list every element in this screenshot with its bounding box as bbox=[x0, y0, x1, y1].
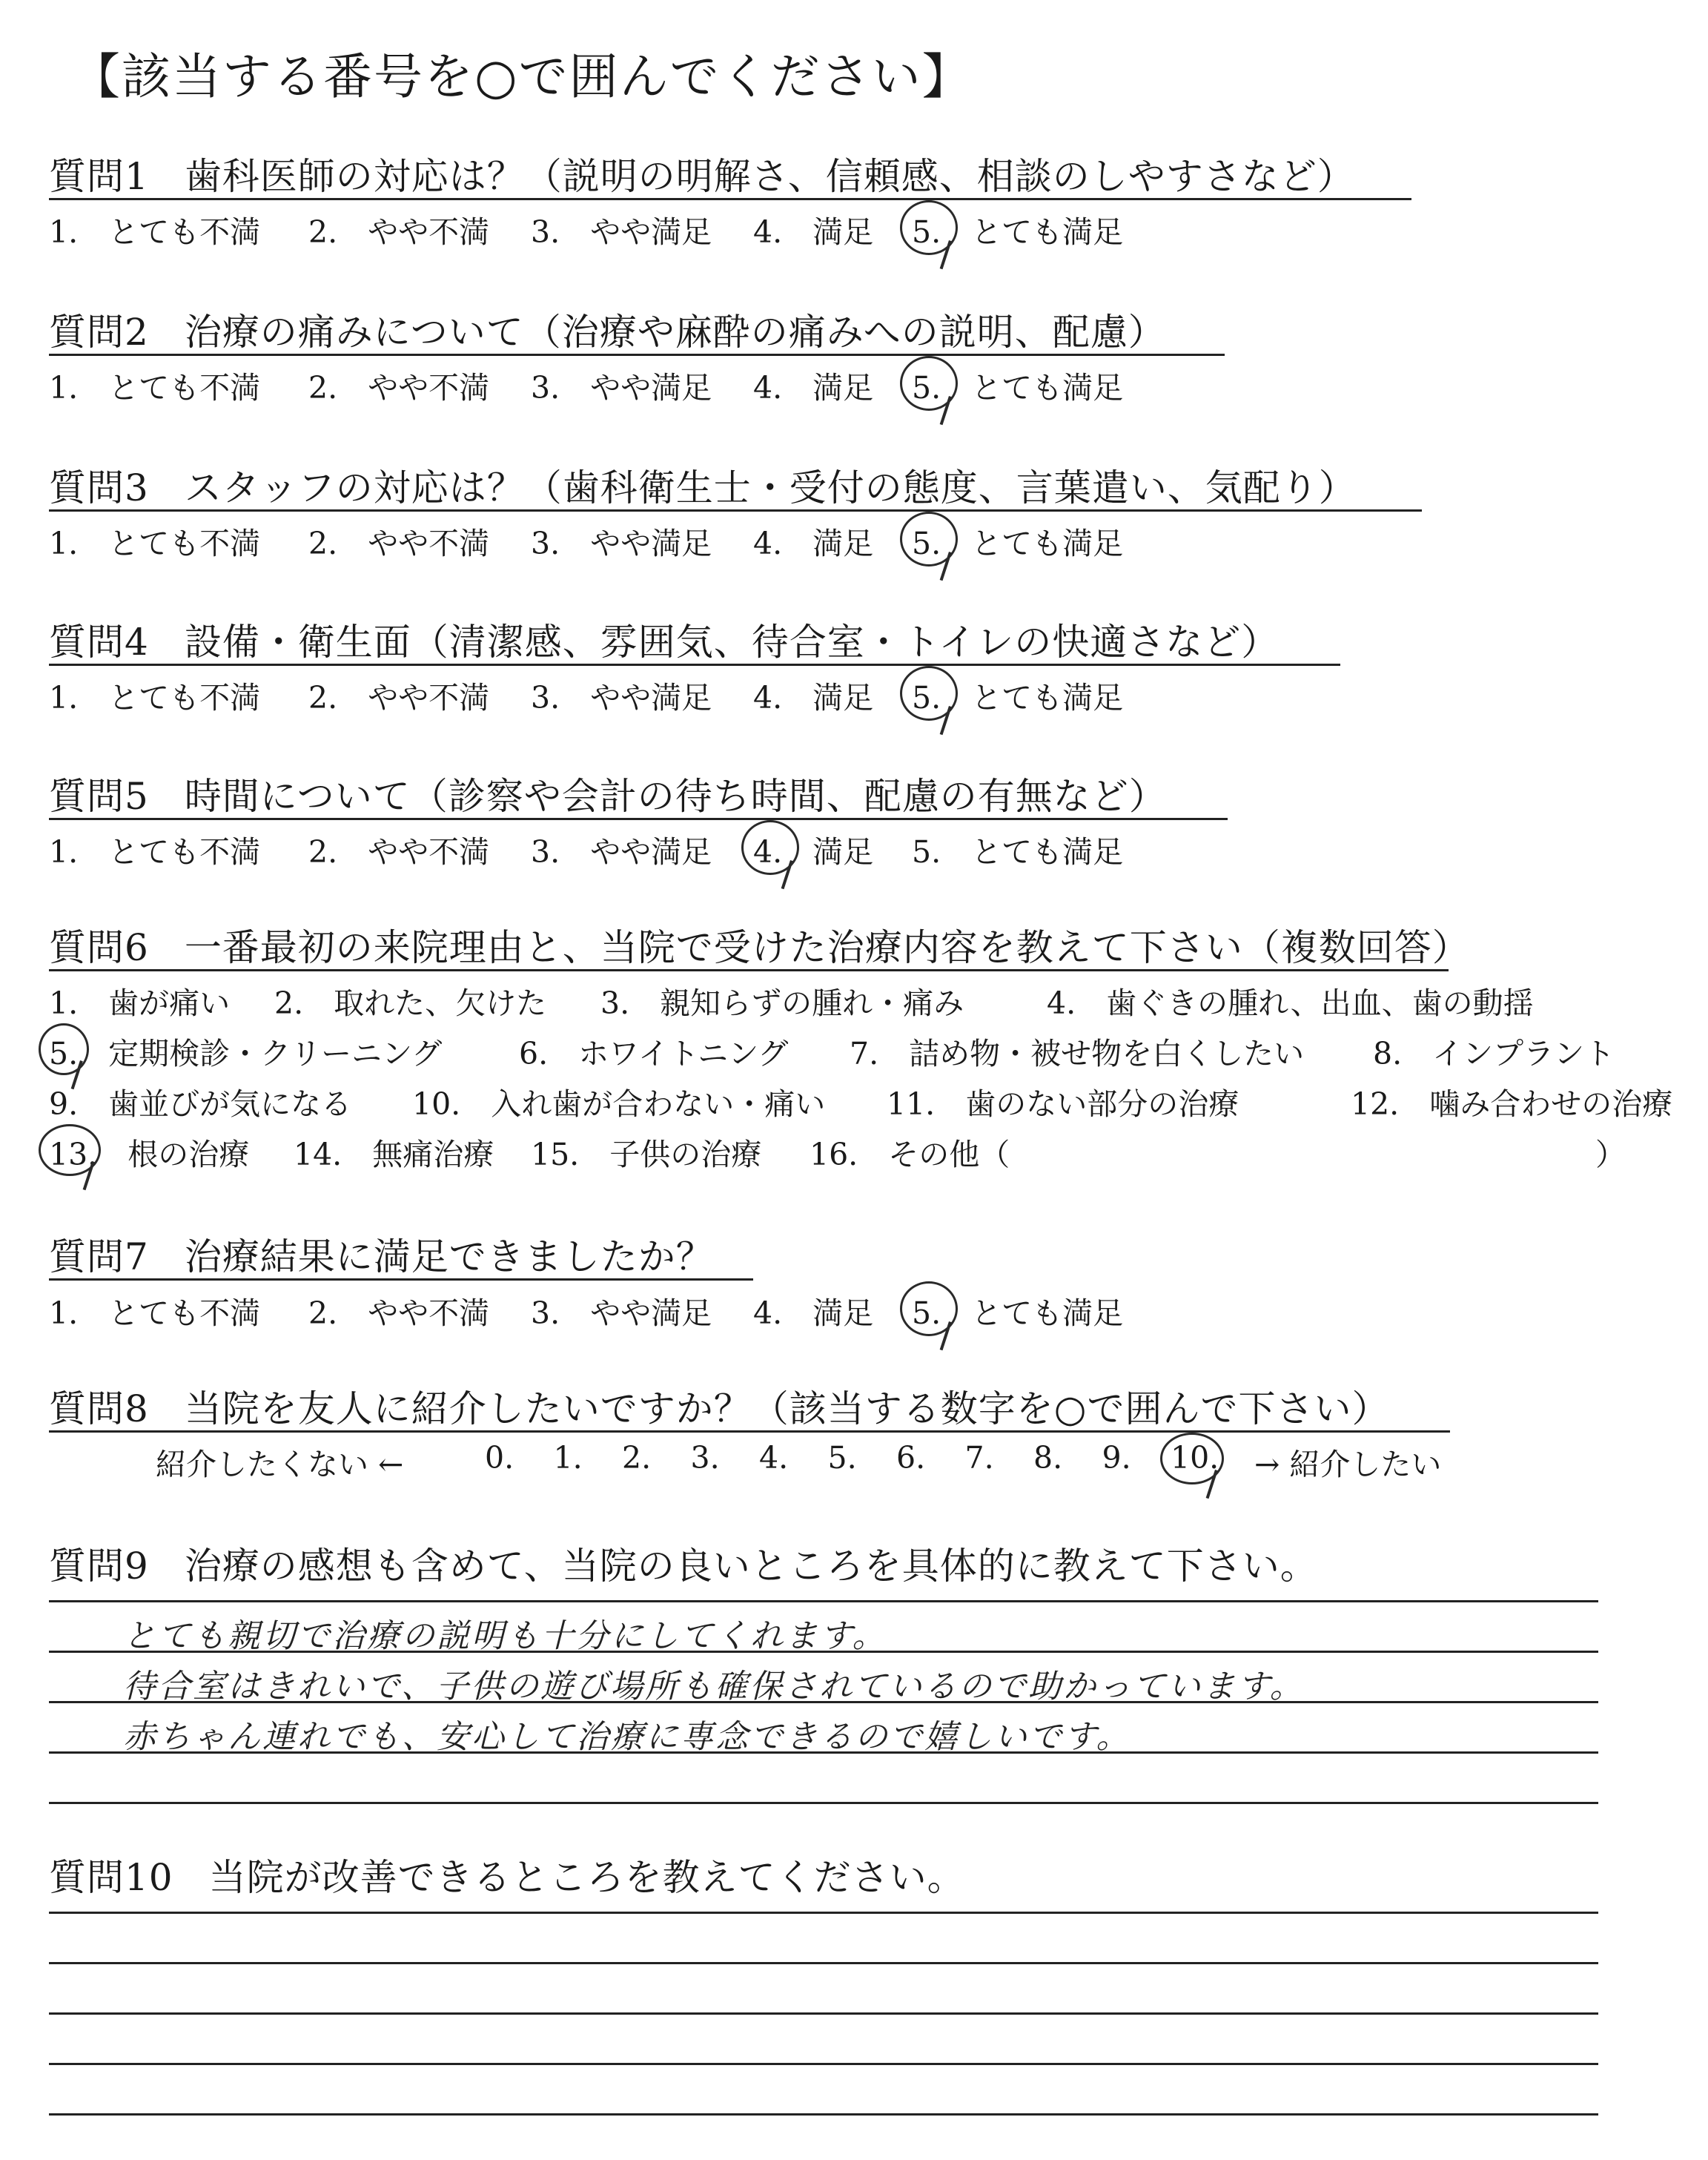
q2-text: 治療の痛みについて（治療や麻酔の痛みへの説明、配慮） bbox=[184, 311, 1166, 354]
q8-scale-0[interactable]: 0. bbox=[485, 1440, 514, 1476]
q6-option[interactable]: 14. 無痛治療 bbox=[294, 1137, 494, 1172]
q4-number: 質問4 bbox=[49, 621, 149, 664]
q8-scale-9[interactable]: 9. bbox=[1102, 1440, 1131, 1476]
option-5[interactable]: 5. とても満足 bbox=[912, 1295, 1124, 1331]
q9-answer-line: 待合室はきれいで、子供の遊び場所も確保されているので助かっています。 bbox=[123, 1668, 1305, 1705]
q10-line bbox=[49, 2063, 1598, 2065]
option-2[interactable]: 2. やや不満 bbox=[308, 526, 490, 561]
q8-underline bbox=[49, 1430, 1450, 1433]
option-4[interactable]: 4. 満足 bbox=[753, 834, 874, 870]
q10-number: 質問10 bbox=[49, 1856, 173, 1899]
q8-heading bbox=[49, 1379, 1389, 1433]
q9-line bbox=[49, 1600, 1598, 1602]
option-5[interactable]: 5. とても満足 bbox=[912, 526, 1124, 561]
q6-option[interactable]: 13. 根の治療 bbox=[49, 1137, 250, 1172]
option-4[interactable]: 4. 満足 bbox=[753, 680, 874, 716]
q5-heading bbox=[49, 767, 1167, 820]
q8-scale-5[interactable]: 5. bbox=[827, 1440, 857, 1476]
page-title: 【該当する番号を○で囲んでください】 bbox=[71, 48, 973, 105]
q8-scale-6[interactable]: 6. bbox=[896, 1440, 926, 1476]
q10-heading bbox=[49, 1848, 965, 1901]
option-4[interactable]: 4. 満足 bbox=[753, 214, 874, 250]
q10-line bbox=[49, 1912, 1598, 1914]
q6-option[interactable]: 9. 歯並びが気になる bbox=[49, 1086, 352, 1122]
q7-text: 治療結果に満足できましたか？ bbox=[184, 1235, 714, 1278]
q9-line bbox=[49, 1802, 1598, 1804]
q6-option[interactable]: 16. その他（ bbox=[810, 1137, 1010, 1172]
option-2[interactable]: 2. やや不満 bbox=[308, 680, 490, 716]
q7-underline bbox=[49, 1278, 753, 1281]
option-1[interactable]: 1. とても不満 bbox=[49, 526, 261, 561]
option-5[interactable]: 5. とても満足 bbox=[912, 680, 1124, 716]
q4-text: 設備・衛生面（清潔感、雰囲気、待合室・トイレの快適さなど） bbox=[184, 621, 1280, 664]
option-1[interactable]: 1. とても不満 bbox=[49, 214, 261, 250]
q1-text: 歯科医師の対応は？（説明の明解さ、信頼感、相談のしやすさなど） bbox=[184, 155, 1355, 198]
q1-heading bbox=[49, 147, 1355, 200]
q8-scale-8[interactable]: 8. bbox=[1033, 1440, 1063, 1476]
option-5[interactable]: 5. とても満足 bbox=[912, 214, 1124, 250]
option-1[interactable]: 1. とても不満 bbox=[49, 680, 261, 716]
q4-underline bbox=[49, 664, 1340, 666]
q6-close-paren: ） bbox=[1595, 1137, 1626, 1172]
option-2[interactable]: 2. やや不満 bbox=[308, 1295, 490, 1331]
q6-option[interactable]: 12. 噛み合わせの治療 bbox=[1351, 1086, 1673, 1122]
option-4[interactable]: 4. 満足 bbox=[753, 526, 874, 561]
q8-number: 質問8 bbox=[49, 1387, 149, 1430]
q4-heading bbox=[49, 612, 1279, 666]
selected-circle bbox=[39, 1023, 89, 1075]
q6-option[interactable]: 11. 歯のない部分の治療 bbox=[887, 1086, 1239, 1122]
q3-underline bbox=[49, 509, 1422, 512]
option-5[interactable]: 5. とても満足 bbox=[912, 370, 1124, 406]
q5-text: 時間について（診察や会計の待ち時間、配慮の有無など） bbox=[184, 775, 1167, 818]
option-4[interactable]: 4. 満足 bbox=[753, 1295, 874, 1331]
q6-option[interactable]: 7. 詰め物・被せ物を白くしたい bbox=[850, 1036, 1305, 1071]
q6-option[interactable]: 15. 子供の治療 bbox=[531, 1137, 762, 1172]
q5-number: 質問5 bbox=[49, 775, 149, 818]
q3-text: スタッフの対応は？（歯科衛生士・受付の態度、言葉遣い、気配り） bbox=[184, 466, 1357, 509]
q8-scale-7[interactable]: 7. bbox=[964, 1440, 994, 1476]
q2-number: 質問2 bbox=[49, 311, 149, 354]
q3-number: 質問3 bbox=[49, 466, 149, 509]
q6-option[interactable]: 6. ホワイトニング bbox=[519, 1036, 789, 1071]
option-3[interactable]: 3. やや満足 bbox=[531, 1295, 712, 1331]
q10-line bbox=[49, 1962, 1598, 1964]
q7-number: 質問7 bbox=[49, 1235, 149, 1278]
q6-option[interactable]: 4. 歯ぐきの腫れ、出血、歯の動揺 bbox=[1047, 985, 1534, 1021]
q10-text: 当院が改善できるところを教えてください。 bbox=[208, 1856, 965, 1899]
option-3[interactable]: 3. やや満足 bbox=[531, 680, 712, 716]
q6-number: 質問6 bbox=[49, 926, 149, 969]
q10-line bbox=[49, 2113, 1598, 2116]
q10-line bbox=[49, 2012, 1598, 2015]
q8-text: 当院を友人に紹介したいですか？（該当する数字を○で囲んで下さい） bbox=[184, 1387, 1390, 1430]
option-5[interactable]: 5. とても満足 bbox=[912, 834, 1124, 870]
q9-text: 治療の感想も含めて、当院の良いところを具体的に教えて下さい。 bbox=[184, 1545, 1318, 1588]
q9-answer-line: とても親切で治療の説明も十分にしてくれます。 bbox=[123, 1617, 887, 1655]
q9-answer-line: 赤ちゃん連れでも、安心して治療に専念できるので嬉しいです。 bbox=[123, 1718, 1131, 1756]
option-3[interactable]: 3. やや満足 bbox=[531, 214, 712, 250]
q8-left-label: 紹介したくない ← bbox=[156, 1447, 404, 1482]
q8-scale-1[interactable]: 1. bbox=[553, 1440, 583, 1476]
q8-scale-2[interactable]: 2. bbox=[622, 1440, 652, 1476]
q9-heading bbox=[49, 1536, 1318, 1590]
q2-underline bbox=[49, 354, 1225, 356]
q8-scale-10[interactable]: 10. bbox=[1171, 1440, 1219, 1476]
q7-heading bbox=[49, 1227, 714, 1281]
q8-scale-4[interactable]: 4. bbox=[759, 1440, 789, 1476]
q9-number: 質問9 bbox=[49, 1545, 149, 1588]
option-3[interactable]: 3. やや満足 bbox=[531, 526, 712, 561]
q6-option[interactable]: 10. 入れ歯が合わない・痛い bbox=[412, 1086, 826, 1122]
q2-heading bbox=[49, 303, 1166, 356]
option-2[interactable]: 2. やや不満 bbox=[308, 834, 490, 870]
q6-heading bbox=[49, 918, 1470, 971]
option-2[interactable]: 2. やや不満 bbox=[308, 370, 490, 406]
q8-right-label: → 紹介したい bbox=[1254, 1447, 1442, 1482]
option-2[interactable]: 2. やや不満 bbox=[308, 214, 490, 250]
q6-option[interactable]: 3. 親知らずの腫れ・痛み bbox=[600, 985, 964, 1021]
option-1[interactable]: 1. とても不満 bbox=[49, 834, 261, 870]
q6-option[interactable]: 5. 定期検診・クリーニング bbox=[49, 1036, 443, 1071]
option-1[interactable]: 1. とても不満 bbox=[49, 370, 261, 406]
option-4[interactable]: 4. 満足 bbox=[753, 370, 874, 406]
option-3[interactable]: 3. やや満足 bbox=[531, 370, 712, 406]
q6-option[interactable]: 1. 歯が痛い bbox=[49, 985, 231, 1021]
q6-text: 一番最初の来院理由と、当院で受けた治療内容を教えて下さい（複数回答） bbox=[184, 926, 1470, 969]
option-3[interactable]: 3. やや満足 bbox=[531, 834, 712, 870]
q6-underline bbox=[49, 969, 1449, 971]
q5-underline bbox=[49, 818, 1228, 820]
q1-underline bbox=[49, 198, 1411, 200]
q3-heading bbox=[49, 458, 1357, 512]
q6-option[interactable]: 8. インプラント bbox=[1373, 1036, 1615, 1071]
q8-scale-3[interactable]: 3. bbox=[690, 1440, 720, 1476]
q6-option[interactable]: 2. 取れた、欠けた bbox=[274, 985, 547, 1021]
option-1[interactable]: 1. とても不満 bbox=[49, 1295, 261, 1331]
q1-number: 質問1 bbox=[49, 155, 149, 198]
